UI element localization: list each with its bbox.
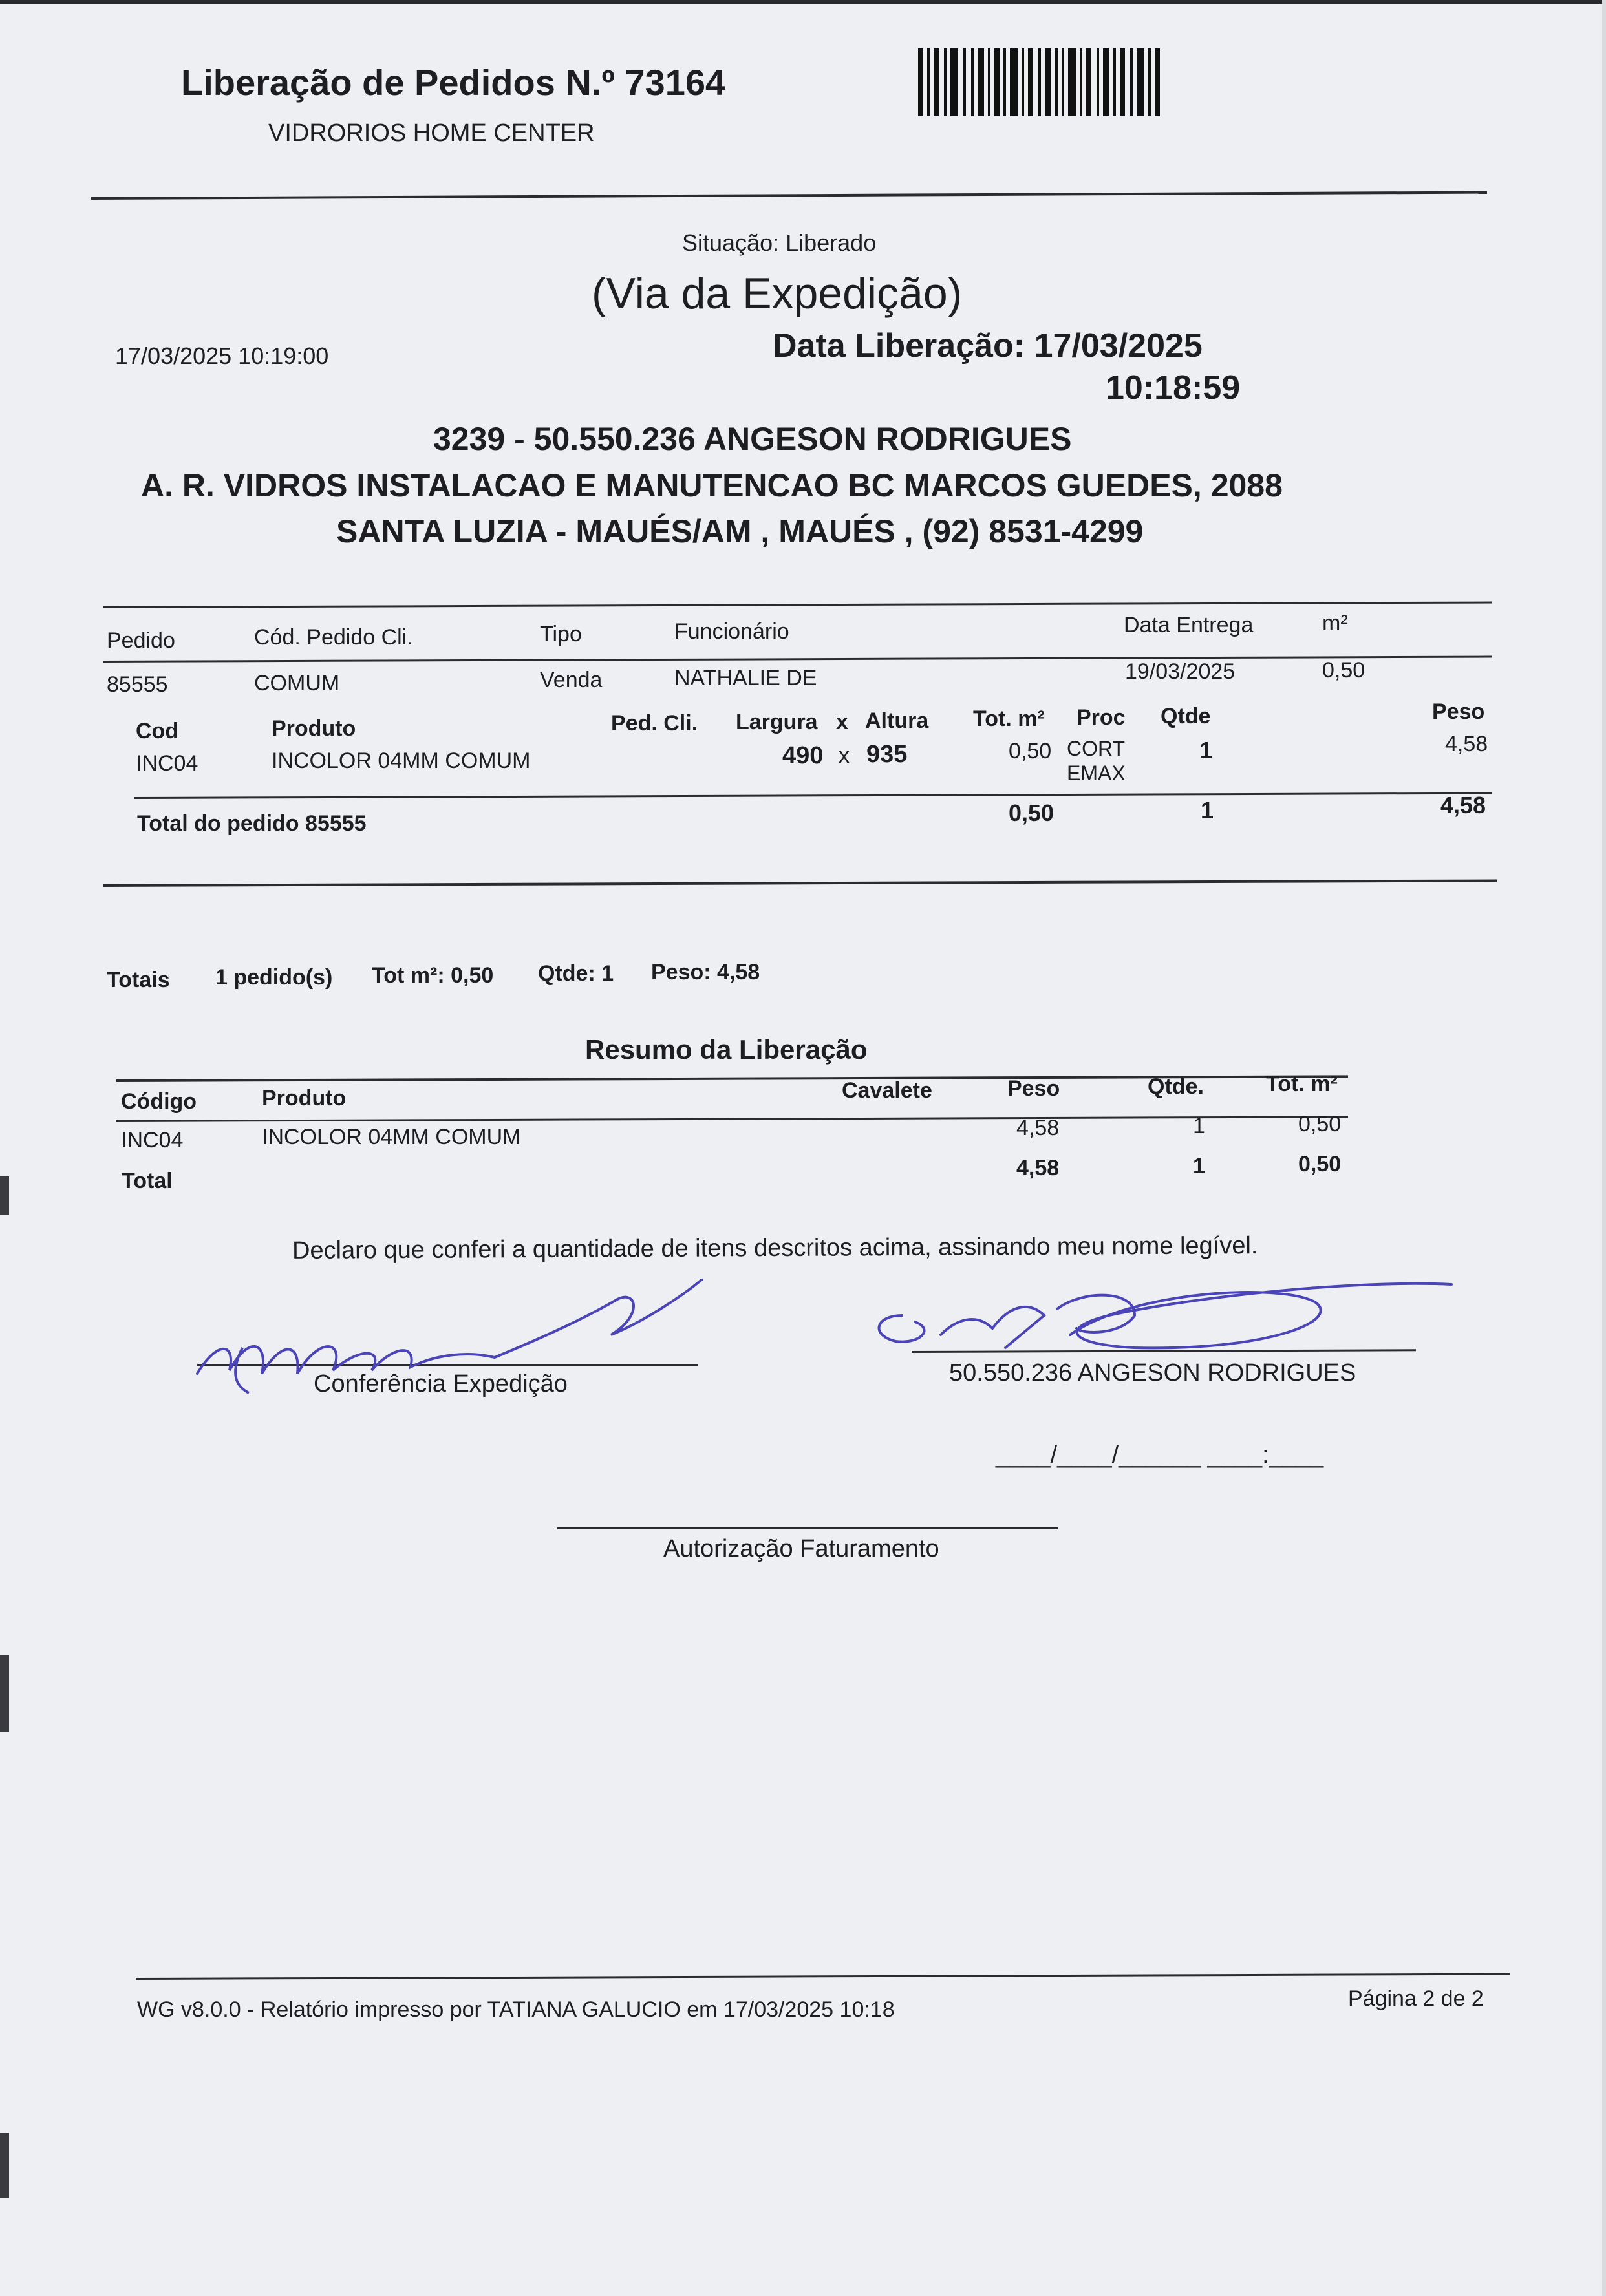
item-qtde: 1 — [1199, 737, 1213, 763]
left-signature-label: Conferência Expedição — [314, 1370, 568, 1398]
totals-pedidos: 1 pedido(s) — [215, 965, 333, 990]
totals-tot-m2: Tot m²: 0,50 — [372, 963, 494, 988]
summary-codigo: INC04 — [121, 1128, 184, 1153]
summary-total-peso: 4,58 — [1016, 1156, 1060, 1180]
summary-peso: 4,58 — [1016, 1116, 1060, 1140]
client-address-line1: A. R. VIDROS INSTALACAO E MANUTENCAO BC MARCOS GUEDES, 2088 — [141, 467, 1283, 504]
item-header-altura: Altura — [865, 708, 929, 733]
item-header-largura: Largura — [736, 710, 818, 734]
document-title: Liberação de Pedidos N.º 73164 — [181, 62, 726, 103]
item-header-qtde: Qtde — [1161, 704, 1211, 728]
item-largura: 490 — [782, 742, 824, 769]
summary-header-produto: Produto — [262, 1086, 347, 1111]
scan-mark — [0, 1655, 9, 1732]
order-data-entrega: 19/03/2025 — [1125, 659, 1236, 684]
item-header-proc: Proc — [1076, 705, 1126, 730]
totals-label: Totais — [107, 968, 170, 992]
col-header-m2: m² — [1322, 611, 1348, 635]
signature-conferencia — [191, 1277, 708, 1399]
right-signature-label: 50.550.236 ANGESON RODRIGUES — [949, 1359, 1356, 1387]
summary-header-peso: Peso — [1007, 1076, 1060, 1101]
item-header-peso: Peso — [1432, 699, 1485, 724]
item-altura: 935 — [866, 741, 908, 768]
status-text: Situação: Liberado — [682, 229, 877, 256]
order-total-m2: 0,50 — [1009, 800, 1055, 826]
authorization-line — [557, 1527, 1058, 1529]
client-address-line2: SANTA LUZIA - MAUÉS/AM , MAUÉS , (92) 8531-4299 — [336, 513, 1144, 549]
declaration-text: Declaro que conferi a quantidade de itens descritos acima, assinando meu nome legível. — [292, 1232, 1258, 1264]
release-date: Data Liberação: 17/03/2025 — [773, 327, 1203, 365]
item-peso: 4,58 — [1445, 732, 1488, 756]
summary-header-cavalete: Cavalete — [842, 1078, 932, 1103]
order-funcionario: NATHALIE DE — [674, 666, 817, 690]
item-header-x: x — [836, 710, 848, 734]
order-m2: 0,50 — [1322, 658, 1365, 683]
item-tot-m2: 0,50 — [1009, 739, 1052, 763]
summary-produto: INCOLOR 04MM COMUM — [262, 1125, 521, 1149]
item-header-ped-cli: Ped. Cli. — [611, 711, 698, 736]
col-header-cod-pedido-cli: Cód. Pedido Cli. — [254, 625, 413, 650]
item-produto: INCOLOR 04MM COMUM — [272, 749, 531, 773]
order-cod-pedido-cli: COMUM — [254, 671, 340, 696]
header-divider — [91, 191, 1487, 200]
copy-label: (Via da Expedição) — [592, 269, 963, 318]
summary-header-tot-m2: Tot. m² — [1266, 1072, 1338, 1096]
summary-total-tot-m2: 0,50 — [1298, 1152, 1342, 1176]
authorization-label: Autorização Faturamento — [663, 1535, 939, 1562]
footer-page-number: Página 2 de 2 — [1348, 1986, 1484, 2011]
signature-angeson — [863, 1277, 1458, 1374]
col-header-data-entrega: Data Entrega — [1124, 613, 1254, 637]
footer-rule — [136, 1973, 1510, 1980]
summary-tot-m2: 0,50 — [1298, 1112, 1342, 1136]
summary-total-qtde: 1 — [1193, 1154, 1205, 1178]
scan-mark — [0, 2133, 9, 2198]
scan-edge-top — [0, 0, 1606, 4]
col-header-tipo: Tipo — [540, 622, 582, 646]
order-table-top-rule — [103, 602, 1492, 608]
release-time: 10:18:59 — [1106, 369, 1241, 407]
item-header-produto: Produto — [272, 716, 356, 741]
item-x: x — [839, 743, 850, 768]
summary-header-qtde: Qtde. — [1148, 1074, 1204, 1099]
item-proc-line1: CORT — [1067, 737, 1126, 760]
order-pedido: 85555 — [107, 672, 168, 697]
totals-qtde: Qtde: 1 — [538, 961, 614, 986]
item-cod: INC04 — [136, 751, 198, 776]
summary-title: Resumo da Liberação — [585, 1034, 868, 1065]
col-header-funcionario: Funcionário — [674, 619, 789, 644]
scan-edge-right — [1602, 0, 1606, 2296]
client-id: 3239 - 50.550.236 ANGESON RODRIGUES — [433, 421, 1072, 457]
item-header-tot-m2: Tot. m² — [973, 707, 1045, 731]
order-total-qtde: 1 — [1201, 797, 1214, 824]
footer-print-info: WG v8.0.0 - Relatório impresso por TATIANA GALUCIO em 17/03/2025 10:18 — [137, 1997, 895, 2022]
company-name: VIDRORIOS HOME CENTER — [268, 120, 595, 147]
order-total-peso: 4,58 — [1440, 792, 1486, 818]
order-table-bottom-rule — [103, 879, 1497, 887]
order-table-header-rule — [103, 656, 1492, 663]
order-tipo: Venda — [540, 668, 603, 692]
barcode — [918, 48, 1164, 116]
date-time-blank: ____/____/______ ____:____ — [996, 1441, 1324, 1469]
order-total-label: Total do pedido 85555 — [137, 811, 367, 836]
print-datetime: 17/03/2025 10:19:00 — [115, 343, 329, 369]
col-header-pedido: Pedido — [107, 628, 175, 653]
summary-header-rule — [116, 1116, 1348, 1122]
totals-peso: Peso: 4,58 — [651, 960, 760, 984]
item-header-cod: Cod — [136, 719, 179, 743]
summary-header-codigo: Código — [121, 1089, 197, 1114]
summary-qtde: 1 — [1193, 1114, 1205, 1138]
item-proc-line2: EMAX — [1067, 761, 1126, 785]
item-total-rule — [134, 792, 1492, 799]
scan-mark — [0, 1176, 9, 1215]
summary-total-label: Total — [122, 1169, 173, 1193]
